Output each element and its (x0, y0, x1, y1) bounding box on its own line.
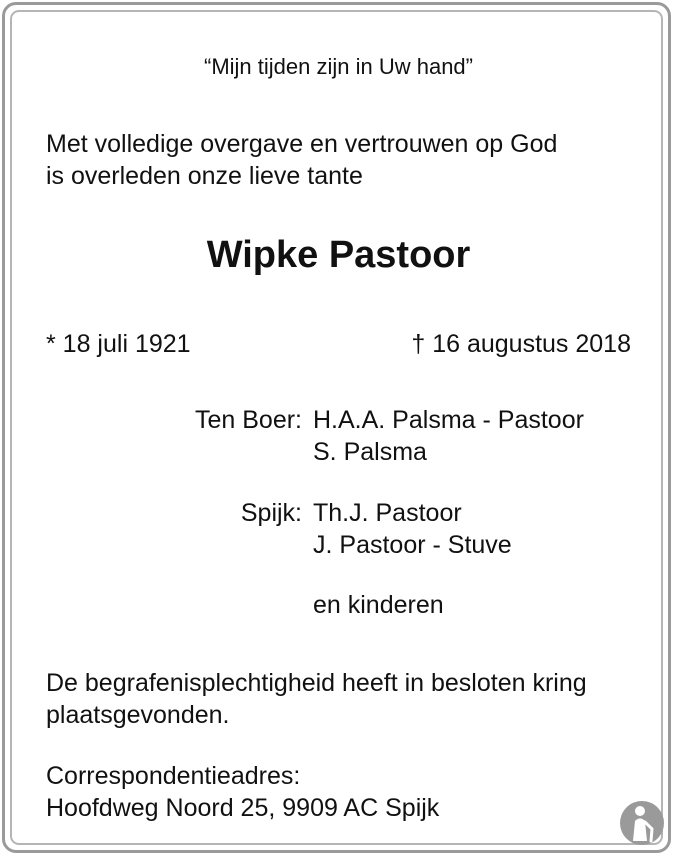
family-place: Spijk: (240, 499, 302, 527)
intro-line: is overleden onze lieve tante (46, 162, 363, 190)
mourning-figure-icon (618, 797, 666, 847)
funeral-text (46, 667, 646, 731)
notice-quote: “Mijn tijden zijn in Uw hand” (204, 54, 473, 79)
family-names (313, 497, 512, 561)
family-member: Th.J. Pastoor (313, 499, 462, 527)
family-names (313, 404, 584, 468)
notice-intro (46, 128, 646, 192)
correspondence-address (46, 760, 646, 824)
family-place: Ten Boer: (194, 406, 302, 434)
family-member: J. Pastoor - Stuve (313, 531, 512, 559)
birth-date: * 18 juli 1921 (46, 330, 191, 358)
funeral-line: De begrafenisplechtigheid heeft in besloten kring (46, 669, 587, 697)
address-line: Hoofdweg Noord 25, 9909 AC Spijk (46, 794, 440, 822)
family-names (313, 589, 444, 621)
address-line: Correspondentieadres: (46, 762, 301, 790)
family-member: en kinderen (313, 591, 444, 619)
funeral-line: plaatsgevonden. (46, 701, 230, 729)
deceased-name: Wipke Pastoor (206, 234, 471, 276)
intro-line: Met volledige overgave en vertrouwen op God (46, 130, 558, 158)
family-member: S. Palsma (313, 438, 427, 466)
death-date: † 16 augustus 2018 (411, 330, 631, 358)
family-member: H.A.A. Palsma - Pastoor (313, 406, 584, 434)
logo-head (635, 806, 645, 816)
